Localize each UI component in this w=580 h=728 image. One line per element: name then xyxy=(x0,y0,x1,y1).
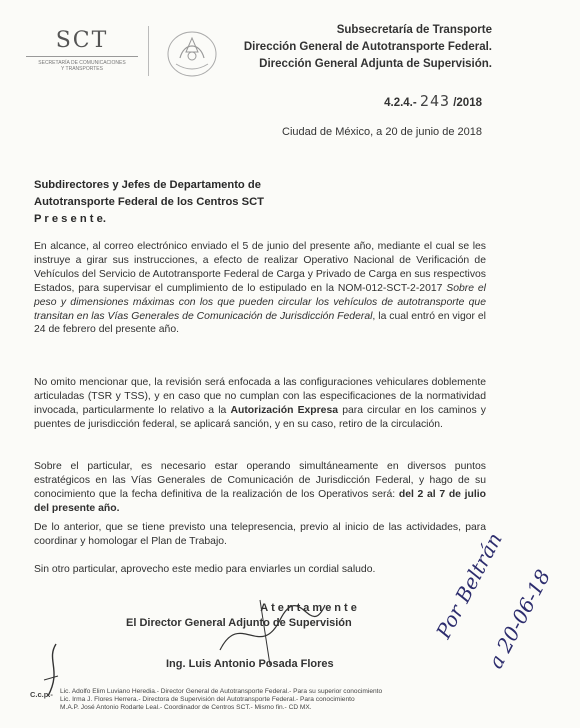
ccp-line-3: M.A.P. José Antonio Rodarte Leal.- Coordinador de Centros SCT.- Mismo fin.- CD MX. xyxy=(60,704,312,711)
p3-text-a: Sobre el particular, es necesario estar operando simultáneamente en diversos puntos estratégicos en las Vías Generales de Comunicación de Jurisdicción Federal, y hago de su conocimiento que la fecha definitiva de la realización de los Operativos será: xyxy=(34,461,486,500)
paragraph-4: De lo anterior, que se tiene previsto una telepresencia, previo al inicio de las actividades, para coordinar y homologar el Plan de Trabajo. xyxy=(34,522,486,547)
handwriting-line-1: Por Beltrán xyxy=(431,528,507,643)
logo-rule xyxy=(26,56,138,57)
header-line-3: Dirección General Adjunta de Supervisión. xyxy=(259,58,492,70)
header-line-2: Dirección General de Autotransporte Federal. xyxy=(243,41,492,53)
logo-text: SCT xyxy=(55,28,109,53)
signature-title: El Director General Adjunto de Supervisión xyxy=(126,617,352,629)
p2-bold: Autorización Expresa xyxy=(230,404,339,416)
handwriting-line-2: a 20-06-18 xyxy=(483,565,556,673)
header-department-block xyxy=(244,22,492,73)
reference-number xyxy=(384,92,482,110)
p2-text-a: No omito mencionar que, la revisión será enfocada a las configuraciones vehiculares doblemente articuladas (TSR y TSS), y en caso que no cumplan con las especificaciones de la normatividad invocada, particularmente lo relativo a la xyxy=(34,377,486,416)
ref-prefix: 4.2.4.- xyxy=(384,97,417,109)
ccp-line-1: Lic. Adolfo Elim Luviano Heredia.- Director General de Autotransporte Federal.- Para su superior conocimiento xyxy=(60,688,383,695)
addressee-line-2: Autotransporte Federal de los Centros SCT xyxy=(34,196,264,208)
signature-name: Ing. Luis Antonio Posada Flores xyxy=(166,658,334,670)
addressee-line-3: P r e s e n t e. xyxy=(34,213,106,225)
logo-subtext-2: Y TRANSPORTES xyxy=(61,66,103,72)
header-line-1: Subsecretaría de Transporte xyxy=(336,24,492,36)
ref-number: 243 xyxy=(419,92,451,110)
p1-text-b: , la cual entró en vigor el 24 de febrero del presente año. xyxy=(34,310,486,336)
logo-subtext-1: SECRETARÍA DE COMUNICACIONES xyxy=(38,60,126,66)
addressee-line-1: Subdirectores y Jefes de Departamento de xyxy=(34,179,261,191)
p1-text-a: En alcance, al correo electrónico enviado el 5 de junio del presente año, mediante el cual se les instruye a girar sus instrucciones, a efecto de realizar Operativo Nacional de Verificación de Vehículos del Servicio de Autotransporte Federal de Carga y Privado de Carga en sus respectivos Estados, para supervisar el cumplimiento de lo estipulado en la NOM-012-SCT-2-2017 xyxy=(34,241,486,294)
p1-italic: Sobre el peso y dimensiones máximas con los que pueden circular los vehículos de autotransporte que transitan en las Vías Generales de Comunicación de Jurisdicción Federal xyxy=(34,282,486,322)
ref-year: /2018 xyxy=(453,97,482,109)
national-seal-icon xyxy=(162,22,222,82)
handwritten-annotation xyxy=(420,510,580,690)
ccp-label: C.c.p.- xyxy=(30,690,53,699)
ccp-line-2: Lic. Irma J. Flores Herrera.- Directora de Supervisión del Autotransporte Federal.- Para conocimiento xyxy=(60,696,355,703)
ccp-block xyxy=(60,688,382,712)
paragraph-1 xyxy=(34,240,486,337)
p2-text-b: para circular en los caminos y puentes de jurisdicción federal, se aplicará sanción, y en su caso, retiro de la circulación. xyxy=(34,404,486,430)
addressee-block xyxy=(34,177,264,228)
header-divider xyxy=(148,26,149,76)
letter-date: Ciudad de México, a 20 de junio de 2018 xyxy=(282,126,482,138)
paragraph-2 xyxy=(34,376,486,432)
signature-closing: Atentamente xyxy=(260,602,360,614)
sct-logo xyxy=(22,28,142,72)
paragraph-5: Sin otro particular, aprovecho este medio para enviarles un cordial saludo. xyxy=(34,564,376,575)
paragraph-3 xyxy=(34,460,486,516)
p3-bold: del 2 al 7 de julio del presente año. xyxy=(34,488,487,514)
